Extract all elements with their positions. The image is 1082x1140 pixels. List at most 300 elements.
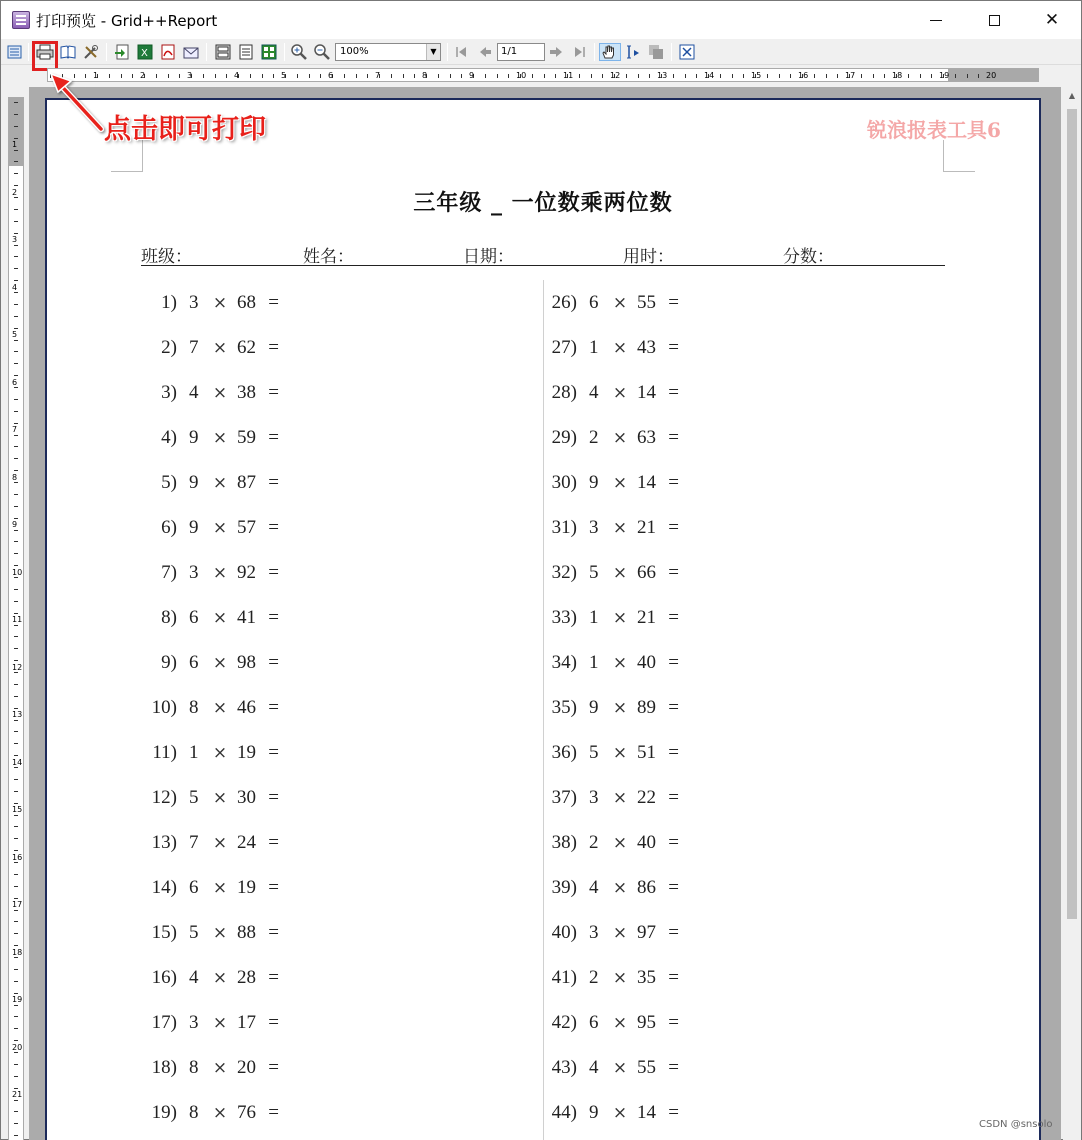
previous-page-button[interactable] [476, 43, 494, 61]
times-sign: × [212, 563, 228, 583]
single-page-icon [214, 43, 232, 61]
operand-b: 59 [237, 427, 256, 448]
ruler-tick [14, 1111, 18, 1112]
equals-sign: = [668, 472, 679, 493]
ruler-tick [485, 74, 486, 78]
ruler-number: 12 [610, 71, 621, 80]
svg-text:X: X [141, 48, 148, 59]
problem-item [147, 426, 279, 450]
equals-sign: = [668, 652, 679, 673]
ruler-tick [14, 1100, 18, 1101]
ruler-tick [14, 1028, 18, 1029]
toolbar-separator [106, 43, 107, 61]
operand-a: 3 [589, 922, 599, 943]
student-info-row [141, 240, 945, 266]
scroll-up-icon[interactable]: ▲ [1068, 91, 1076, 100]
operand-b: 14 [637, 382, 656, 403]
ruler-tick [497, 74, 498, 78]
operand-a: 9 [189, 427, 199, 448]
equals-sign: = [268, 1012, 279, 1033]
zoom-select[interactable] [335, 43, 441, 61]
ruler-tick [14, 898, 18, 899]
problem-item [147, 921, 279, 945]
ruler-tick [14, 743, 18, 744]
hand-icon [600, 44, 620, 60]
operand-b: 55 [637, 292, 656, 313]
first-page-button[interactable] [453, 43, 471, 61]
operand-b: 30 [237, 787, 256, 808]
operand-b: 76 [237, 1102, 256, 1123]
ruler-tick [226, 74, 227, 78]
times-sign: × [612, 293, 628, 313]
ruler-tick [14, 1088, 18, 1089]
equals-sign: = [268, 292, 279, 313]
problem-item [147, 786, 279, 810]
problem-item [547, 921, 679, 945]
watermark-credit: CSDN @snsolo [979, 1119, 1053, 1130]
problem-number: 37) [551, 787, 577, 808]
times-sign: × [612, 608, 628, 628]
ruler-tick [14, 446, 18, 447]
close-button[interactable] [1023, 1, 1081, 39]
ruler-tick [14, 256, 18, 257]
operand-a: 4 [589, 1057, 599, 1078]
ruler-tick [14, 672, 18, 673]
ruler-tick [14, 435, 18, 436]
ruler-tick [14, 375, 18, 376]
ruler-tick [779, 74, 780, 78]
ruler-tick [14, 981, 18, 982]
problem-number: 3) [161, 382, 177, 403]
equals-sign: = [268, 832, 279, 853]
operand-a: 6 [589, 292, 599, 313]
problem-number: 27) [551, 337, 577, 358]
ruler-number: 20 [12, 1042, 23, 1052]
ruler-tick [14, 601, 18, 602]
operand-a: 5 [589, 562, 599, 583]
ruler-tick [955, 74, 956, 78]
ruler-number: 15 [751, 71, 762, 80]
times-sign: × [612, 698, 628, 718]
times-sign: × [212, 428, 228, 448]
problem-item [547, 291, 679, 315]
operand-b: 14 [637, 1102, 656, 1123]
multi-page-button[interactable] [260, 43, 278, 61]
ruler-tick [14, 886, 18, 887]
operand-b: 43 [637, 337, 656, 358]
ruler-tick [14, 648, 18, 649]
ruler-tick [14, 838, 18, 839]
times-sign: × [612, 563, 628, 583]
problem-item [547, 831, 679, 855]
problem-number: 11) [152, 742, 177, 763]
operand-a: 8 [189, 1102, 199, 1123]
ruler-tick [14, 1135, 18, 1136]
problem-item [547, 1011, 679, 1035]
problem-item [147, 651, 279, 675]
problem-number: 1) [161, 292, 177, 313]
problem-number: 17) [151, 1012, 177, 1033]
ruler-tick [14, 1076, 18, 1077]
problem-item [147, 741, 279, 765]
text-select-button[interactable] [624, 43, 642, 61]
ruler-tick [438, 74, 439, 78]
problem-number: 33) [551, 607, 577, 628]
equals-sign: = [268, 382, 279, 403]
ruler-tick [873, 74, 874, 78]
toolbar-separator [594, 43, 595, 61]
ruler-tick [920, 74, 921, 78]
ruler-number: 11 [563, 71, 574, 80]
ruler-tick [14, 1005, 18, 1006]
ruler-tick [14, 1123, 18, 1124]
equals-sign: = [668, 832, 679, 853]
problem-number: 39) [551, 877, 577, 898]
problem-number: 43) [551, 1057, 577, 1078]
problem-item [147, 1101, 279, 1125]
ruler-tick [14, 541, 18, 542]
times-sign: × [212, 1013, 228, 1033]
problem-item [147, 876, 279, 900]
ruler-tick [344, 74, 345, 78]
ruler-tick [215, 74, 216, 78]
equals-sign: = [668, 607, 679, 628]
zoom-in-button[interactable] [290, 43, 308, 61]
problem-item [547, 606, 679, 630]
problem-item [147, 831, 279, 855]
operand-b: 62 [237, 337, 256, 358]
ruler-tick [14, 363, 18, 364]
problem-number: 44) [551, 1102, 577, 1123]
ruler-number: 6 [328, 71, 334, 80]
zoom-out-button[interactable] [313, 43, 331, 61]
ruler-tick [14, 530, 18, 531]
report-page [45, 98, 1041, 1140]
scrollbar-thumb[interactable] [1067, 109, 1077, 919]
ruler-tick [14, 102, 18, 103]
ruler-tick [14, 1052, 18, 1053]
problem-item [547, 1056, 679, 1080]
times-sign: × [212, 878, 228, 898]
problem-number: 14) [151, 877, 177, 898]
tools-button[interactable] [82, 43, 100, 61]
annotation-text: 点击即可打印 [104, 114, 266, 145]
problem-number: 40) [551, 922, 577, 943]
ruler-tick [908, 74, 909, 78]
times-sign: × [612, 788, 628, 808]
ruler-tick [696, 74, 697, 78]
equals-sign: = [268, 472, 279, 493]
page-width-button[interactable] [237, 43, 255, 61]
ruler-number: 10 [516, 71, 527, 80]
ruler-tick [14, 268, 18, 269]
toolbar-separator [447, 43, 448, 61]
ruler-tick [14, 708, 18, 709]
ruler-tick [14, 423, 18, 424]
ruler-tick [826, 74, 827, 78]
ruler-tick [309, 74, 310, 78]
times-sign: × [612, 338, 628, 358]
ruler-tick [14, 957, 18, 958]
operand-b: 38 [237, 382, 256, 403]
problem-item [147, 966, 279, 990]
close-preview-button[interactable] [678, 43, 696, 61]
operand-b: 57 [237, 517, 256, 538]
export-icon [113, 43, 131, 61]
ruler-tick [14, 161, 18, 162]
operand-a: 3 [189, 1012, 199, 1033]
title-bar [1, 1, 1081, 39]
problem-item [547, 561, 679, 585]
close-icon: ✕ [1044, 10, 1060, 30]
export-button[interactable] [113, 43, 131, 61]
ruler-number: 9 [12, 520, 18, 529]
operand-a: 1 [189, 742, 199, 763]
operand-b: 24 [237, 832, 256, 853]
ruler-tick [14, 197, 18, 198]
problem-number: 15) [151, 922, 177, 943]
ruler-tick [14, 328, 18, 329]
ruler-tick [14, 470, 18, 471]
operand-b: 68 [237, 292, 256, 313]
times-sign: × [612, 383, 628, 403]
operand-b: 88 [237, 922, 256, 943]
mail-icon [182, 43, 200, 61]
operand-a: 1 [589, 652, 599, 673]
zoom-in-icon [290, 43, 308, 61]
equals-sign: = [668, 1102, 679, 1123]
ruler-tick [14, 779, 18, 780]
ruler-number: 12 [12, 662, 23, 672]
operand-b: 98 [237, 652, 256, 673]
minimize-button[interactable] [907, 1, 965, 39]
ruler-tick [14, 720, 18, 721]
operand-b: 41 [237, 607, 256, 628]
problem-number: 10) [151, 697, 177, 718]
equals-sign: = [668, 742, 679, 763]
operand-a: 7 [189, 337, 199, 358]
ruler-tick [626, 74, 627, 78]
ruler-tick [461, 74, 462, 78]
times-sign: × [612, 968, 628, 988]
ruler-number: 20 [986, 71, 997, 80]
time-label: 用时： [623, 247, 674, 267]
equals-sign: = [268, 697, 279, 718]
ruler-tick [14, 494, 18, 495]
copy-button[interactable] [647, 43, 665, 61]
last-page-icon [570, 43, 588, 61]
problem-number: 28) [551, 382, 577, 403]
ruler-number: 8 [422, 71, 428, 80]
ruler-tick [14, 696, 18, 697]
ruler-tick [297, 74, 298, 78]
export-pdf-button[interactable] [159, 43, 177, 61]
problem-item [147, 696, 279, 720]
problem-number: 8) [161, 607, 177, 628]
multi-page-icon [260, 43, 278, 61]
operand-b: 51 [637, 742, 656, 763]
score-label: 分数： [783, 247, 834, 267]
problem-number: 26) [551, 292, 577, 313]
page-number-input[interactable]: 1/1 [497, 43, 545, 61]
operand-a: 3 [589, 517, 599, 538]
ruler-tick [14, 553, 18, 554]
operand-b: 87 [237, 472, 256, 493]
operand-a: 6 [189, 877, 199, 898]
ruler-number: 6 [12, 377, 18, 387]
problem-item [547, 1101, 679, 1125]
ruler-tick [767, 74, 768, 78]
ruler-tick [14, 945, 18, 946]
ruler-number: 11 [12, 615, 23, 624]
equals-sign: = [268, 337, 279, 358]
operand-b: 21 [637, 517, 656, 538]
excel-icon [136, 43, 154, 61]
date-label: 日期： [463, 247, 514, 267]
times-sign: × [612, 923, 628, 943]
equals-sign: = [668, 1057, 679, 1078]
operand-b: 55 [637, 1057, 656, 1078]
ruler-tick [814, 74, 815, 78]
ruler-number: 10 [12, 567, 23, 577]
problem-item [147, 1011, 279, 1035]
problem-number: 35) [551, 697, 577, 718]
ruler-tick [168, 74, 169, 78]
maximize-button[interactable] [965, 1, 1023, 39]
ruler-tick [14, 126, 18, 127]
problem-number: 16) [151, 967, 177, 988]
problem-item [547, 696, 679, 720]
operand-a: 3 [589, 787, 599, 808]
ruler-tick [685, 74, 686, 78]
equals-sign: = [668, 922, 679, 943]
problem-number: 7) [161, 562, 177, 583]
toolbar [1, 39, 1081, 65]
ruler-tick [14, 826, 18, 827]
ruler-tick [14, 411, 18, 412]
equals-sign: = [268, 607, 279, 628]
ruler-number: 8 [12, 472, 18, 482]
problem-number: 32) [551, 562, 577, 583]
export-excel-button[interactable] [136, 43, 154, 61]
ruler-tick [14, 577, 18, 578]
ruler-number: 5 [12, 330, 18, 339]
times-sign: × [212, 833, 228, 853]
equals-sign: = [668, 382, 679, 403]
ruler-tick [14, 874, 18, 875]
ruler-number: 7 [375, 71, 381, 80]
operand-b: 92 [237, 562, 256, 583]
horizontal-ruler [47, 68, 1039, 82]
problem-item [547, 741, 679, 765]
problem-number: 4) [161, 427, 177, 448]
times-sign: × [612, 1103, 628, 1123]
ruler-number: 14 [704, 71, 715, 80]
ruler-tick [14, 138, 18, 139]
ruler-tick [732, 74, 733, 78]
problem-item [547, 471, 679, 495]
margin-corner-mark [943, 140, 975, 172]
ruler-tick [14, 791, 18, 792]
ruler-tick [203, 74, 204, 78]
ruler-tick [320, 74, 321, 78]
page-setup-button[interactable] [6, 43, 24, 61]
hand-tool-button[interactable] [599, 43, 621, 61]
ruler-tick [262, 74, 263, 78]
next-page-button[interactable] [547, 43, 565, 61]
zoom-value: 100% [340, 46, 369, 57]
ruler-number: 4 [12, 282, 18, 292]
ruler-tick [14, 1040, 18, 1041]
ruler-tick [14, 233, 18, 234]
operand-a: 3 [189, 292, 199, 313]
print-setup-button[interactable] [59, 43, 77, 61]
ruler-tick [14, 850, 18, 851]
text-cursor-icon [624, 43, 642, 61]
ruler-number: 1 [93, 71, 99, 80]
problem-item [547, 786, 679, 810]
operand-b: 40 [637, 832, 656, 853]
last-page-button[interactable] [570, 43, 588, 61]
ruler-tick [14, 625, 18, 626]
chevron-down-icon[interactable]: ▼ [426, 44, 440, 60]
problem-number: 42) [551, 1012, 577, 1033]
times-sign: × [612, 833, 628, 853]
ruler-tick [14, 221, 18, 222]
ruler-tick [14, 755, 18, 756]
problem-number: 12) [151, 787, 177, 808]
problem-item [547, 381, 679, 405]
times-sign: × [212, 968, 228, 988]
operand-a: 6 [589, 1012, 599, 1033]
operand-a: 9 [589, 697, 599, 718]
times-sign: × [212, 743, 228, 763]
email-button[interactable] [182, 43, 200, 61]
ruler-tick [591, 74, 592, 78]
equals-sign: = [268, 427, 279, 448]
ruler-tick [861, 74, 862, 78]
ruler-number: 5 [281, 71, 287, 80]
ruler-number: 19 [12, 995, 23, 1004]
equals-sign: = [668, 787, 679, 808]
equals-sign: = [268, 922, 279, 943]
ruler-number: 9 [469, 71, 475, 80]
operand-a: 5 [189, 787, 199, 808]
ruler-number: 1 [12, 140, 18, 149]
ruler-tick [508, 74, 509, 78]
ruler-tick [14, 482, 18, 483]
ruler-tick [14, 209, 18, 210]
copy-icon [647, 43, 665, 61]
ruler-tick [743, 74, 744, 78]
operand-b: 63 [637, 427, 656, 448]
ruler-tick [356, 74, 357, 78]
vertical-scrollbar[interactable] [1063, 87, 1081, 1140]
first-page-icon [453, 43, 471, 61]
ruler-number: 16 [12, 852, 23, 862]
ruler-tick [14, 173, 18, 174]
ruler-tick [273, 74, 274, 78]
single-page-button[interactable] [214, 43, 232, 61]
problem-number: 31) [551, 517, 577, 538]
toolbar-separator [284, 43, 285, 61]
document-list-icon [6, 43, 24, 61]
ruler-tick [450, 74, 451, 78]
ruler-tick [14, 921, 18, 922]
ruler-tick [14, 351, 18, 352]
ruler-tick [391, 74, 392, 78]
arrow-right-icon [547, 43, 565, 61]
